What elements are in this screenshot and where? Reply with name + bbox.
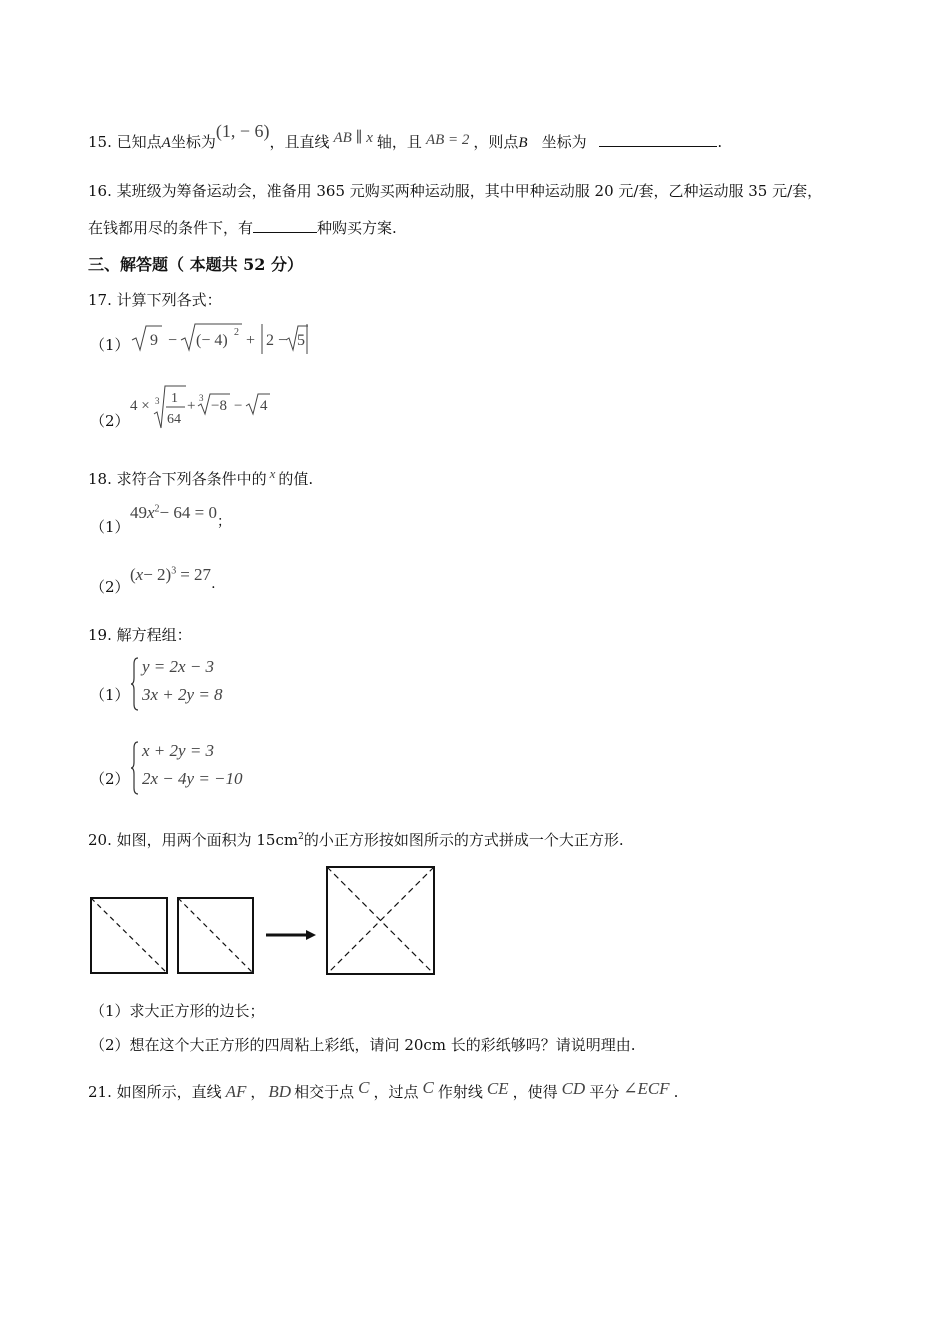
- q15-text: ，且直线: [269, 133, 330, 151]
- q18-p2-x: x: [135, 565, 144, 584]
- q21-text: ，: [250, 1083, 266, 1101]
- q21-text: ，过点: [373, 1083, 419, 1101]
- q19-p2-equation1: x + 2y = 3: [142, 741, 215, 760]
- q17-p2-plus: +: [187, 398, 196, 414]
- q18-p2-mid: − 2): [143, 565, 172, 584]
- q16-text: 种购买方案.: [317, 219, 397, 237]
- q15-line-ab-parallel-x: AB ∥ x: [333, 130, 373, 146]
- q21-point-c: C: [422, 1078, 434, 1097]
- q17-p2-index2: 3: [199, 393, 204, 403]
- question-15: [88, 121, 723, 152]
- q21-text: ，使得: [512, 1083, 558, 1101]
- q16-text: 在钱都用尽的条件下，有: [88, 219, 254, 237]
- q17-p1-nine: 9: [150, 332, 158, 349]
- q15-text: 轴，且: [376, 133, 422, 151]
- q21-text: 相交于点: [294, 1083, 355, 1101]
- small-square-2: [178, 898, 253, 973]
- q18-p2-exp: 3: [171, 565, 177, 577]
- q17-p1-minus: −: [168, 332, 178, 349]
- q21-line-bd: BD: [268, 1082, 292, 1101]
- question-19-stem: 19. 解方程组：: [88, 626, 192, 644]
- q19-part2-brace: [130, 740, 140, 796]
- q20-text: 的小正方形按如图所示的方式拼成一个大正方形.: [303, 831, 624, 849]
- q17-p1-two-minus: 2 −: [266, 332, 288, 349]
- q17-p2-four-times: 4 ×: [130, 398, 150, 414]
- q20-subquestion-2: （2）想在这个大正方形的四周粘上彩纸，请问 20cm 长的彩纸够吗？请说明理由.: [90, 1036, 636, 1054]
- q21-point-c: C: [358, 1078, 370, 1097]
- section-3-heading: 三、解答题（ 本题共 52 分）: [88, 255, 303, 274]
- q15-point-b: B: [518, 135, 528, 151]
- q17-part1-label: （1）: [90, 336, 130, 354]
- small-square-1: [91, 898, 167, 973]
- q18-text: 的值.: [278, 470, 314, 488]
- q18-p1-rest: − 64 = 0: [159, 503, 217, 522]
- q18-part1-expression: [130, 503, 231, 530]
- question-16-line1: 16. 某班级为筹备运动会，准备用 365 元购买两种运动服，其中甲种运动服 20 元/套，乙种运动服 35 元/套，: [88, 182, 823, 200]
- q17-p2-minus: −: [234, 398, 243, 414]
- q19-p2-equation2: 2x − 4y = −10: [142, 769, 243, 788]
- q21-text: 平分: [589, 1083, 620, 1101]
- question-16-line2: [88, 217, 397, 238]
- q15-coordinate: (1, − 6): [215, 121, 270, 141]
- q19-part1-label: （1）: [90, 686, 130, 704]
- q17-p2-four: 4: [260, 398, 268, 414]
- q21-end: .: [673, 1083, 679, 1101]
- q21-line-cd: CD: [561, 1079, 586, 1098]
- q18-part2-label: （2）: [90, 578, 130, 596]
- q20-subquestion-1: （1）求大正方形的边长；: [90, 1002, 265, 1020]
- q17-p1-five: 5: [297, 332, 305, 349]
- q17-part2-expression: [128, 384, 278, 430]
- q18-text: 18. 求符合下列各条件中的: [88, 470, 267, 488]
- q21-text: 作射线: [437, 1083, 483, 1101]
- q18-p1-coef: 49: [130, 503, 147, 522]
- q18-part1-label: （1）: [90, 518, 130, 536]
- q19-p1-equation1: y = 2x − 3: [142, 657, 215, 676]
- q15-text: ，则点: [473, 133, 519, 151]
- q15-equation: AB = 2: [425, 132, 470, 148]
- q17-p1-neg4: (− 4): [196, 332, 228, 349]
- q17-p1-exp: 2: [234, 327, 239, 338]
- q15-number: 15.: [88, 133, 112, 151]
- q17-p2-neg8: −8: [211, 398, 227, 414]
- q17-part1-expression: [128, 320, 308, 356]
- arrow-icon: [266, 930, 316, 940]
- question-21: [88, 1078, 679, 1102]
- q17-p1-plus: +: [246, 332, 256, 349]
- q17-part2-label: （2）: [90, 412, 130, 430]
- q20-text: 20. 如图，用两个面积为 15cm: [88, 831, 299, 849]
- q18-p2-open: (: [130, 565, 136, 584]
- q19-p1-equation2: 3x + 2y = 8: [142, 685, 223, 704]
- q19-part1-brace: [130, 656, 140, 712]
- q21-text: 21. 如图所示，直线: [88, 1083, 222, 1101]
- question-18-stem: [88, 468, 313, 489]
- q21-ray-ce: CE: [486, 1079, 509, 1098]
- q18-p1-x: x: [147, 503, 155, 522]
- q21-line-af: AF: [225, 1082, 247, 1101]
- q15-answer-blank[interactable]: [599, 132, 717, 147]
- large-square: [327, 867, 434, 974]
- q15-text: 已知点: [116, 133, 162, 151]
- q18-p2-end: .: [211, 576, 216, 592]
- q17-p2-denominator: 64: [167, 412, 181, 427]
- q15-end: .: [717, 133, 723, 151]
- q18-p2-rest: = 27: [180, 565, 212, 584]
- q20-superscript: 2: [298, 832, 304, 842]
- q18-p1-end: ；: [216, 514, 231, 530]
- q15-text: 坐标为: [541, 133, 587, 151]
- question-20-stem: [88, 829, 624, 850]
- q16-answer-blank[interactable]: [253, 218, 317, 233]
- q15-text: 坐标为: [170, 133, 216, 151]
- q20-figure: [88, 862, 440, 980]
- q17-p2-index1: 3: [155, 396, 160, 406]
- q18-variable-x: x: [269, 466, 276, 481]
- q19-part2-label: （2）: [90, 770, 130, 788]
- q18-part2-expression: [130, 565, 216, 592]
- q18-p1-exp: 2: [154, 503, 160, 515]
- q17-p2-numerator: 1: [171, 391, 178, 406]
- question-17-stem: 17. 计算下列各式：: [88, 291, 222, 309]
- q15-point-a: A: [161, 135, 171, 151]
- q21-angle-ecf: ∠ECF: [623, 1079, 670, 1098]
